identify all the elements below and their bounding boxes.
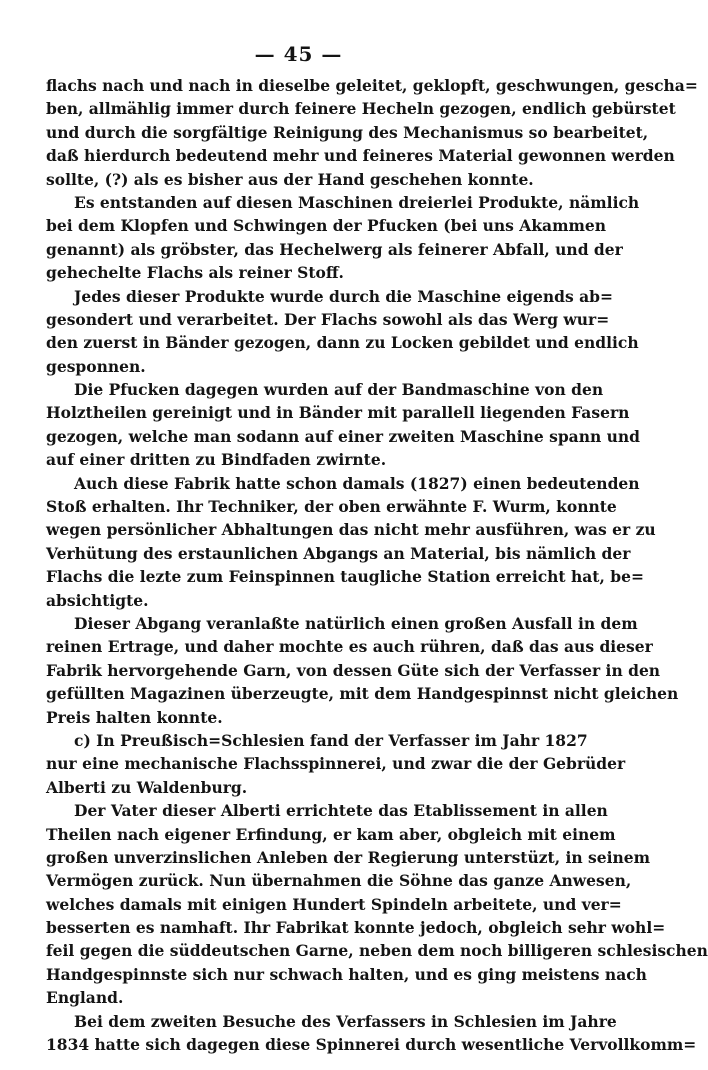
text-line: reinen Ertrage, und daher mochte es auch rühren, daß das aus dieser	[46, 637, 653, 657]
text-line: auf einer dritten zu Bindfaden zwirnte.	[46, 450, 387, 470]
text-line: Stoß erhalten. Ihr Techniker, der oben erwähnte F. Wurm, konnte	[46, 497, 617, 517]
text-line: besserten es namhaft. Ihr Fabrikat konnte jedoch, obgleich sehr wohl=	[46, 918, 666, 938]
text-line: Bei dem zweiten Besuche des Verfassers in Schlesien im Jahre	[74, 1011, 617, 1031]
text-line: sollte, (?) als es bisher aus der Hand geschehen konnte.	[46, 169, 534, 189]
text-line: wegen persönlicher Abhaltungen das nicht mehr ausführen, was er zu	[46, 520, 656, 540]
text-line: bei dem Klopfen und Schwingen der Pfucken (bei uns Akammen	[46, 216, 607, 236]
text-line: Der Vater dieser Alberti errichtete das Etablissement in allen	[74, 801, 608, 821]
text-line: ben, allmählig immer durch feinere Hecheln gezogen, endlich gebürstet	[46, 99, 676, 119]
text-line: Verhütung des erstaunlichen Abgangs an Material, bis nämlich der	[46, 543, 631, 563]
text-line: c) In Preußisch=Schlesien fand der Verfasser im Jahr 1827	[74, 730, 588, 750]
text-line: gesponnen.	[46, 356, 146, 376]
text-line: Es entstanden auf diesen Maschinen dreierlei Produkte, nämlich	[74, 192, 640, 212]
text-line: Die Pfucken dagegen wurden auf der Bandmaschine von den	[74, 380, 604, 400]
text-line: feil gegen die süddeutschen Garne, neben dem noch billigeren schlesischen	[46, 941, 708, 961]
text-line: absichtigte.	[46, 590, 149, 610]
text-line: Vermögen zurück. Nun übernahmen die Söhne das ganze Anwesen,	[46, 871, 632, 891]
text-line: Auch diese Fabrik hatte schon damals (1827) einen bedeutenden	[74, 473, 640, 493]
text-line: daß hierdurch bedeutend mehr und feineres Material gewonnen werden	[46, 146, 675, 166]
text-line: genannt) als gröbster, das Hechelwerg als feinerer Abfall, und der	[46, 239, 623, 259]
text-line: nur eine mechanische Flachsspinnerei, und zwar die der Gebrüder	[46, 754, 626, 774]
text-line: England.	[46, 988, 124, 1008]
text-line: gehechelte Flachs als reiner Stoff.	[46, 263, 344, 283]
text-line: Preis halten konnte.	[46, 707, 223, 727]
text-line: Dieser Abgang veranlaßte natürlich einen großen Ausfall in dem	[74, 613, 638, 633]
text-line: den zuerst in Bänder gezogen, dann zu Locken gebildet und endlich	[46, 333, 639, 353]
text-line: großen unverzinslichen Anleben der Regierung unterstüzt, in seinem	[46, 847, 651, 867]
page-number: — 45 —	[254, 42, 343, 66]
text-line: gesondert und verarbeitet. Der Flachs sowohl als das Werg wur=	[46, 309, 610, 329]
text-line: gezogen, welche man sodann auf einer zweiten Maschine spann und	[46, 426, 641, 446]
text-line: Alberti zu Waldenburg.	[46, 777, 248, 797]
text-line: Handgespinnste sich nur schwach halten, und es ging meistens nach	[46, 964, 647, 984]
text-line: Holztheilen gereinigt und in Bänder mit parallell liegenden Fasern	[46, 403, 630, 423]
text-line: Fabrik hervorgehende Garn, von dessen Güte sich der Verfasser in den	[46, 660, 661, 680]
text-line: flachs nach und nach in dieselbe geleitet, geklopft, geschwungen, gescha=	[46, 76, 698, 95]
text-line: Flachs die lezte zum Feinspinnen taugliche Station erreicht hat, be=	[46, 567, 644, 587]
text-line: Jedes dieser Produkte wurde durch die Maschine eigends ab=	[74, 286, 614, 306]
text-line: 1834 hatte sich dagegen diese Spinnerei durch wesentliche Vervollkomm=	[46, 1035, 697, 1055]
text-line: gefüllten Magazinen überzeugte, mit dem Handgespinnst nicht gleichen	[46, 684, 679, 704]
text-line: und durch die sorgfältige Reinigung des Mechanismus so bearbeitet,	[46, 122, 649, 142]
text-line: Theilen nach eigener Erfindung, er kam aber, obgleich mit einem	[46, 824, 616, 844]
text-line: welches damals mit einigen Hundert Spindeln arbeitete, und ver=	[46, 894, 622, 914]
body-text	[46, 74, 708, 1056]
